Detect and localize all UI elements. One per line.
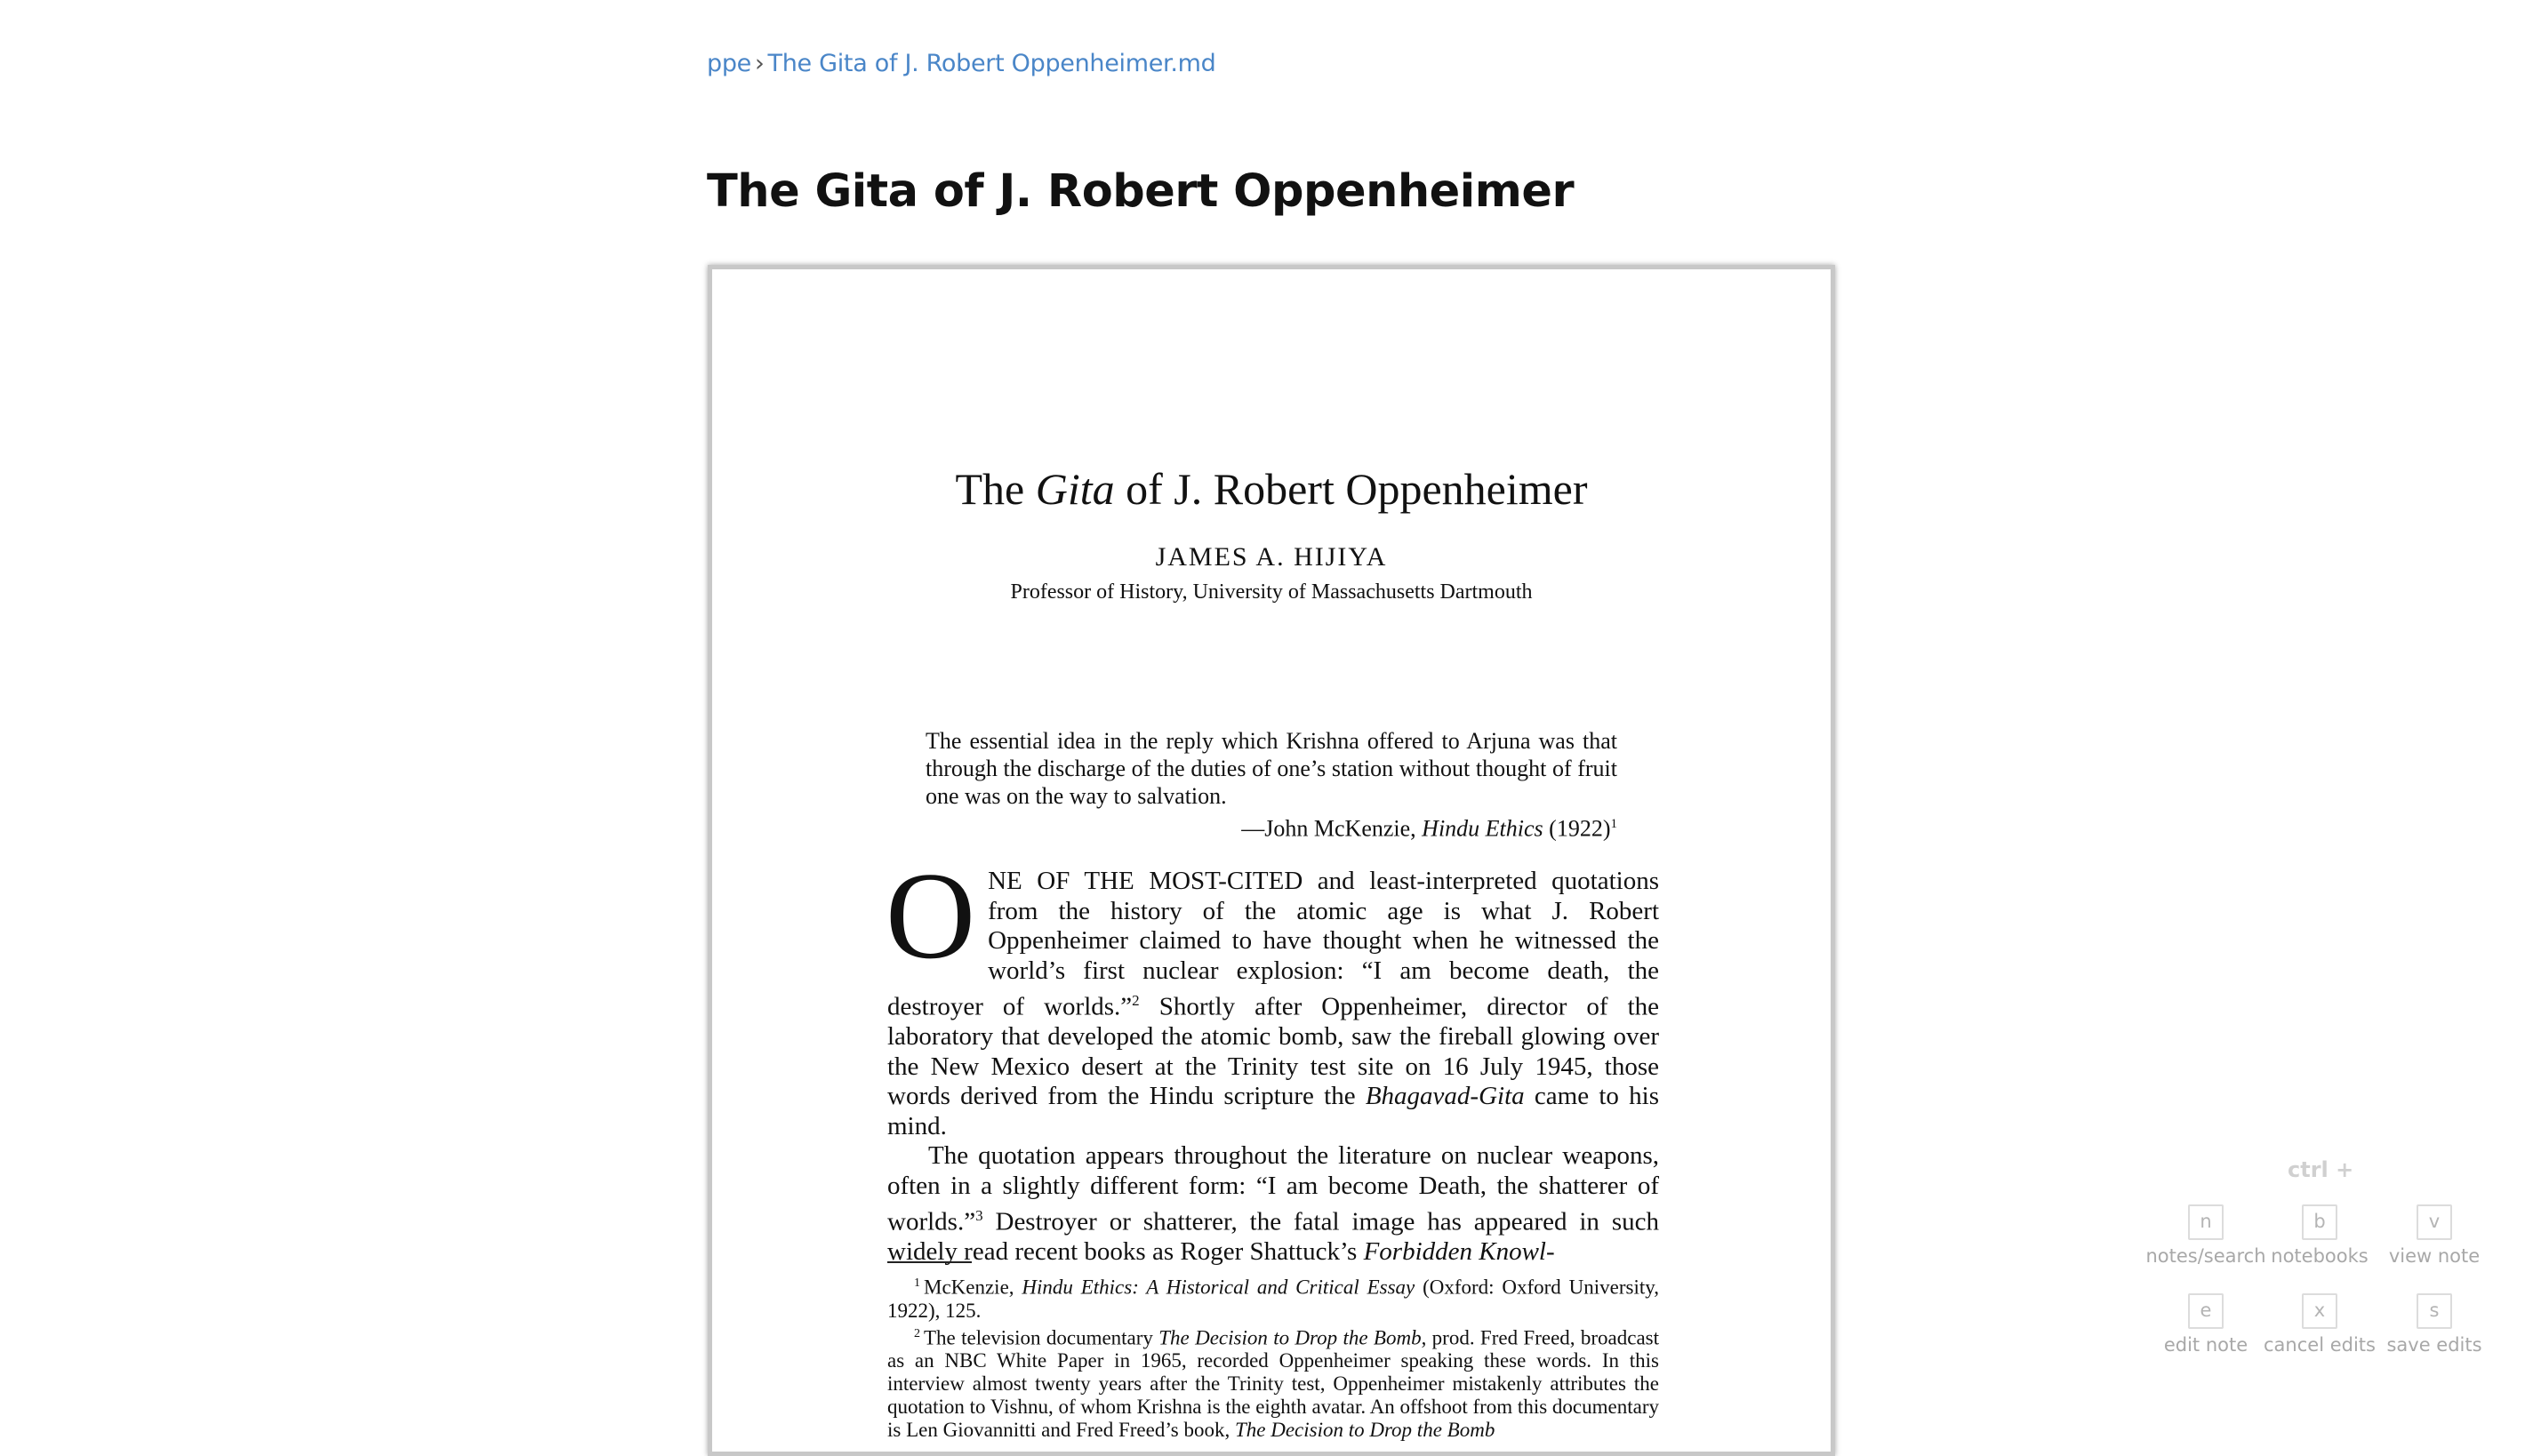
hotkey-notebooks[interactable] [2253,1204,2386,1267]
paragraph-2: The quotation appears throughout the literature on nuclear weapons, often in a slightly different form: “I am become Death, the shatterer of worlds.”$^3$ Destroyer or shatterer, the fatal image has appeared in such widely read recent books as Roger Shattuck’s Forbidden Knowl- [887,1141,1659,1267]
hotkey-key: x [2302,1293,2337,1329]
epigraph [926,727,1617,843]
article-author: JAMES A. HIJIYA [1155,542,1388,572]
article-title: The Gita of J. Robert Oppenheimer [955,464,1588,514]
hotkey-key: e [2188,1293,2224,1329]
page-title: The Gita of J. Robert Oppenheimer [707,165,1575,218]
pdf-page [712,269,1831,1452]
breadcrumb [707,50,1216,77]
pdf-viewer[interactable] [708,265,1835,1456]
hotkey-label: view note [2388,1245,2481,1267]
epigraph-attribution: —John McKenzie, Hindu Ethics $(1922)^1$ [1241,815,1617,842]
hotkey-key: s [2417,1293,2452,1329]
hotkey-save-edits[interactable] [2368,1293,2501,1356]
hotkey-cancel-edits[interactable] [2253,1293,2386,1356]
hotkey-label: edit note [2163,1334,2248,1356]
breadcrumb-separator: › [755,50,765,77]
article-affiliation: Professor of History, University of Massachusetts Dartmouth [1010,580,1533,604]
hotkey-key: v [2417,1204,2452,1240]
drop-cap: O [886,847,976,985]
article-body [886,847,1660,1268]
hotkey-label: save edits [2386,1334,2482,1356]
hotkey-view-note[interactable] [2368,1204,2501,1267]
paragraph-1: ONE OF THE MOST-CITED and least-interpreted quotations from the history of the atomic age is what J. Robert Oppenheimer claimed to have thought when he witnessed the world’s first nuclear explosion: “I am become death, the destroyer of worlds.”$^2$ Shortly after Oppenheimer, director of the laboratory that developed the atomic bomb, saw the fireball glowing over the New Mexico desert at the Trinity test site on 16 July 1945, those words derived from the Hindu scripture the Bhagavad-Gita came to his mind. [886,847,1660,1140]
footnote-1: $^1$ McKenzie, Hindu Ethics: A Historical and Critical Essay (Oxford: Oxford University, 1922), 125. [887,1276,1659,1322]
footnote-divider [887,1261,972,1263]
hotkey-prefix-label: ctrl + [2288,1157,2354,1182]
hotkey-label: notebooks [2271,1245,2369,1267]
footnotes [887,1272,1659,1442]
breadcrumb-parent-link[interactable]: ppe [707,50,751,77]
hotkey-label: cancel edits [2264,1334,2376,1356]
breadcrumb-current-link[interactable]: The Gita of J. Robert Oppenheimer.md [767,50,1216,77]
hotkey-key: b [2302,1204,2337,1240]
hotkey-key: n [2188,1204,2224,1240]
epigraph-text: The essential idea in the reply which Krishna offered to Arjuna was that through the discharge of the duties of one’s station without thought of fruit one was on the way to salvation. [926,728,1617,809]
hotkey-label: notes/search [2145,1245,2266,1267]
footnote-2: $^2$ The television documentary The Decision to Drop the Bomb, prod. Fred Freed, broadcast as an NBC White Paper in 1965, recorded Oppenheimer speaking these words. In this interview almost twenty years after the Trinity test, Oppenheimer mistakenly attributes the quotation to Vishnu, of whom Krishna is the eighth avatar. An offshoot from this documentary is Len Giovannitti and Fred Freed’s book, The Decision to Drop the Bomb [887,1326,1659,1442]
